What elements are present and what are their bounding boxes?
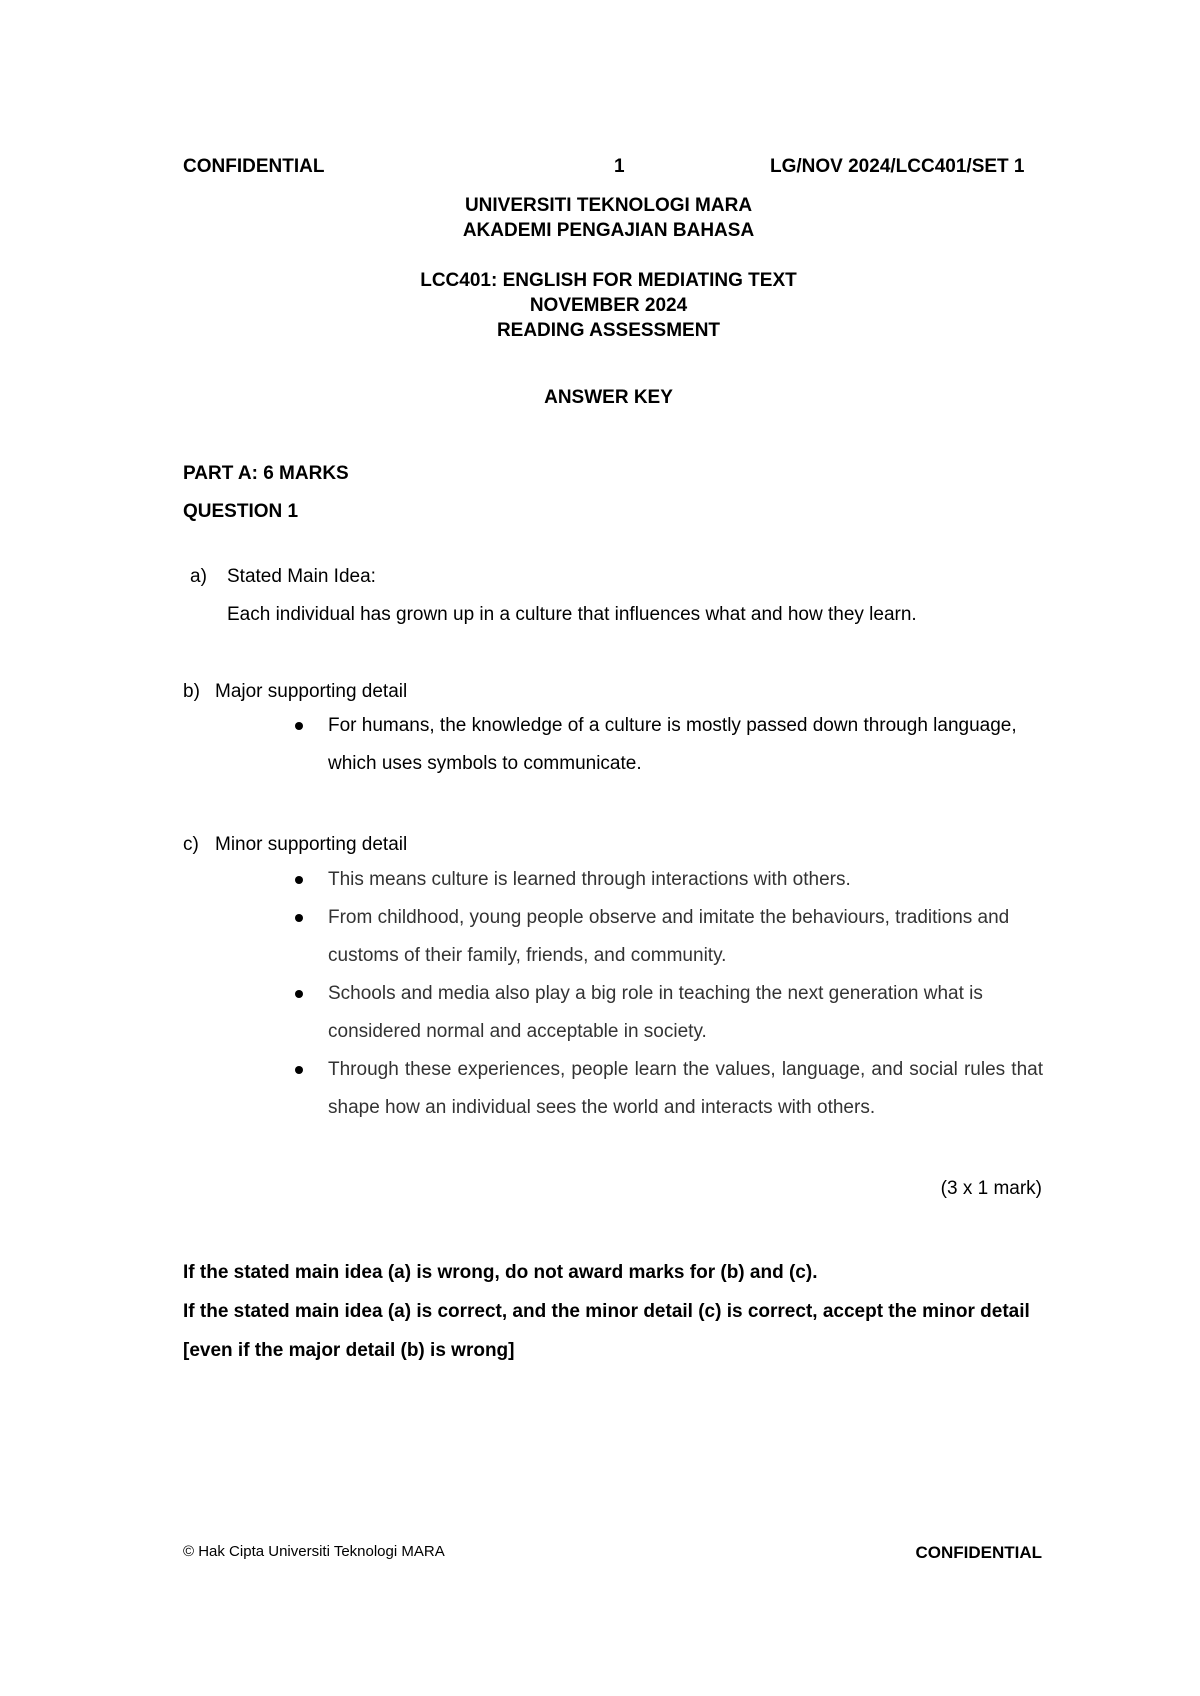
item-a-heading: Stated Main Idea: (227, 566, 376, 587)
list-item (293, 707, 1043, 783)
page-number: 1 (614, 156, 625, 177)
minor-detail-text: From childhood, young people observe and imitate the behaviours, traditions and customs of their family, friends, and community. (328, 907, 1010, 966)
bullet-icon (295, 990, 303, 998)
marking-note: If the stated main idea (a) is correct, and the minor detail (c) is correct, accept the minor detail [even if the major detail (b) is wrong] (183, 1301, 1030, 1361)
exam-date: NOVEMBER 2024 (529, 295, 688, 316)
answer-key-heading-block (0, 385, 1200, 410)
footer-confidential: CONFIDENTIAL (915, 1543, 1042, 1562)
item-b-heading: Major supporting detail (215, 681, 408, 702)
major-detail-list (293, 707, 1043, 783)
marks-allocation: (3 x 1 mark) (940, 1178, 1042, 1199)
major-detail-text: For humans, the knowledge of a culture is mostly passed down through language, which uses symbols to communicate. (328, 715, 1017, 774)
institution-title (0, 193, 1200, 243)
copyright-notice: © Hak Cipta Universiti Teknologi MARA (183, 1543, 445, 1560)
bullet-icon (295, 914, 303, 922)
header-confidential: CONFIDENTIAL (183, 156, 325, 177)
minor-detail-text: Schools and media also play a big role in teaching the next generation what is considered normal and acceptable in society. (328, 983, 983, 1042)
list-item (293, 861, 1043, 899)
document-code: LG/NOV 2024/LCC401/SET 1 (770, 156, 1025, 177)
part-heading: PART A: 6 MARKS (183, 463, 349, 484)
course-title (0, 268, 1200, 343)
list-item (293, 975, 1043, 1051)
bullet-icon (295, 876, 303, 884)
item-c-heading: Minor supporting detail (215, 834, 408, 855)
minor-detail-text: This means culture is learned through interactions with others. (328, 869, 851, 890)
item-b-label: b) (183, 681, 200, 702)
minor-detail-text: Through these experiences, people learn the values, language, and social rules that shape how an individual sees the world and interacts with others. (328, 1059, 1043, 1118)
answer-key-heading: ANSWER KEY (544, 387, 673, 408)
item-c-label: c) (183, 834, 199, 855)
main-idea-text: Each individual has grown up in a culture that influences what and how they learn. (227, 604, 917, 625)
academy-name: AKADEMI PENGAJIAN BAHASA (462, 220, 755, 241)
minor-detail-list (293, 861, 1043, 1127)
question-heading: QUESTION 1 (183, 501, 299, 522)
assessment-name: READING ASSESSMENT (496, 320, 721, 341)
list-item (293, 899, 1043, 975)
list-item (293, 1051, 1043, 1127)
bullet-icon (295, 722, 303, 730)
university-name: UNIVERSITI TEKNOLOGI MARA (464, 195, 753, 216)
marking-notes (183, 1253, 1043, 1370)
course-name: LCC401: ENGLISH FOR MEDIATING TEXT (420, 270, 797, 291)
item-a-label: a) (190, 566, 207, 587)
bullet-icon (295, 1066, 303, 1074)
marking-note: If the stated main idea (a) is wrong, do not award marks for (b) and (c). (183, 1262, 818, 1283)
